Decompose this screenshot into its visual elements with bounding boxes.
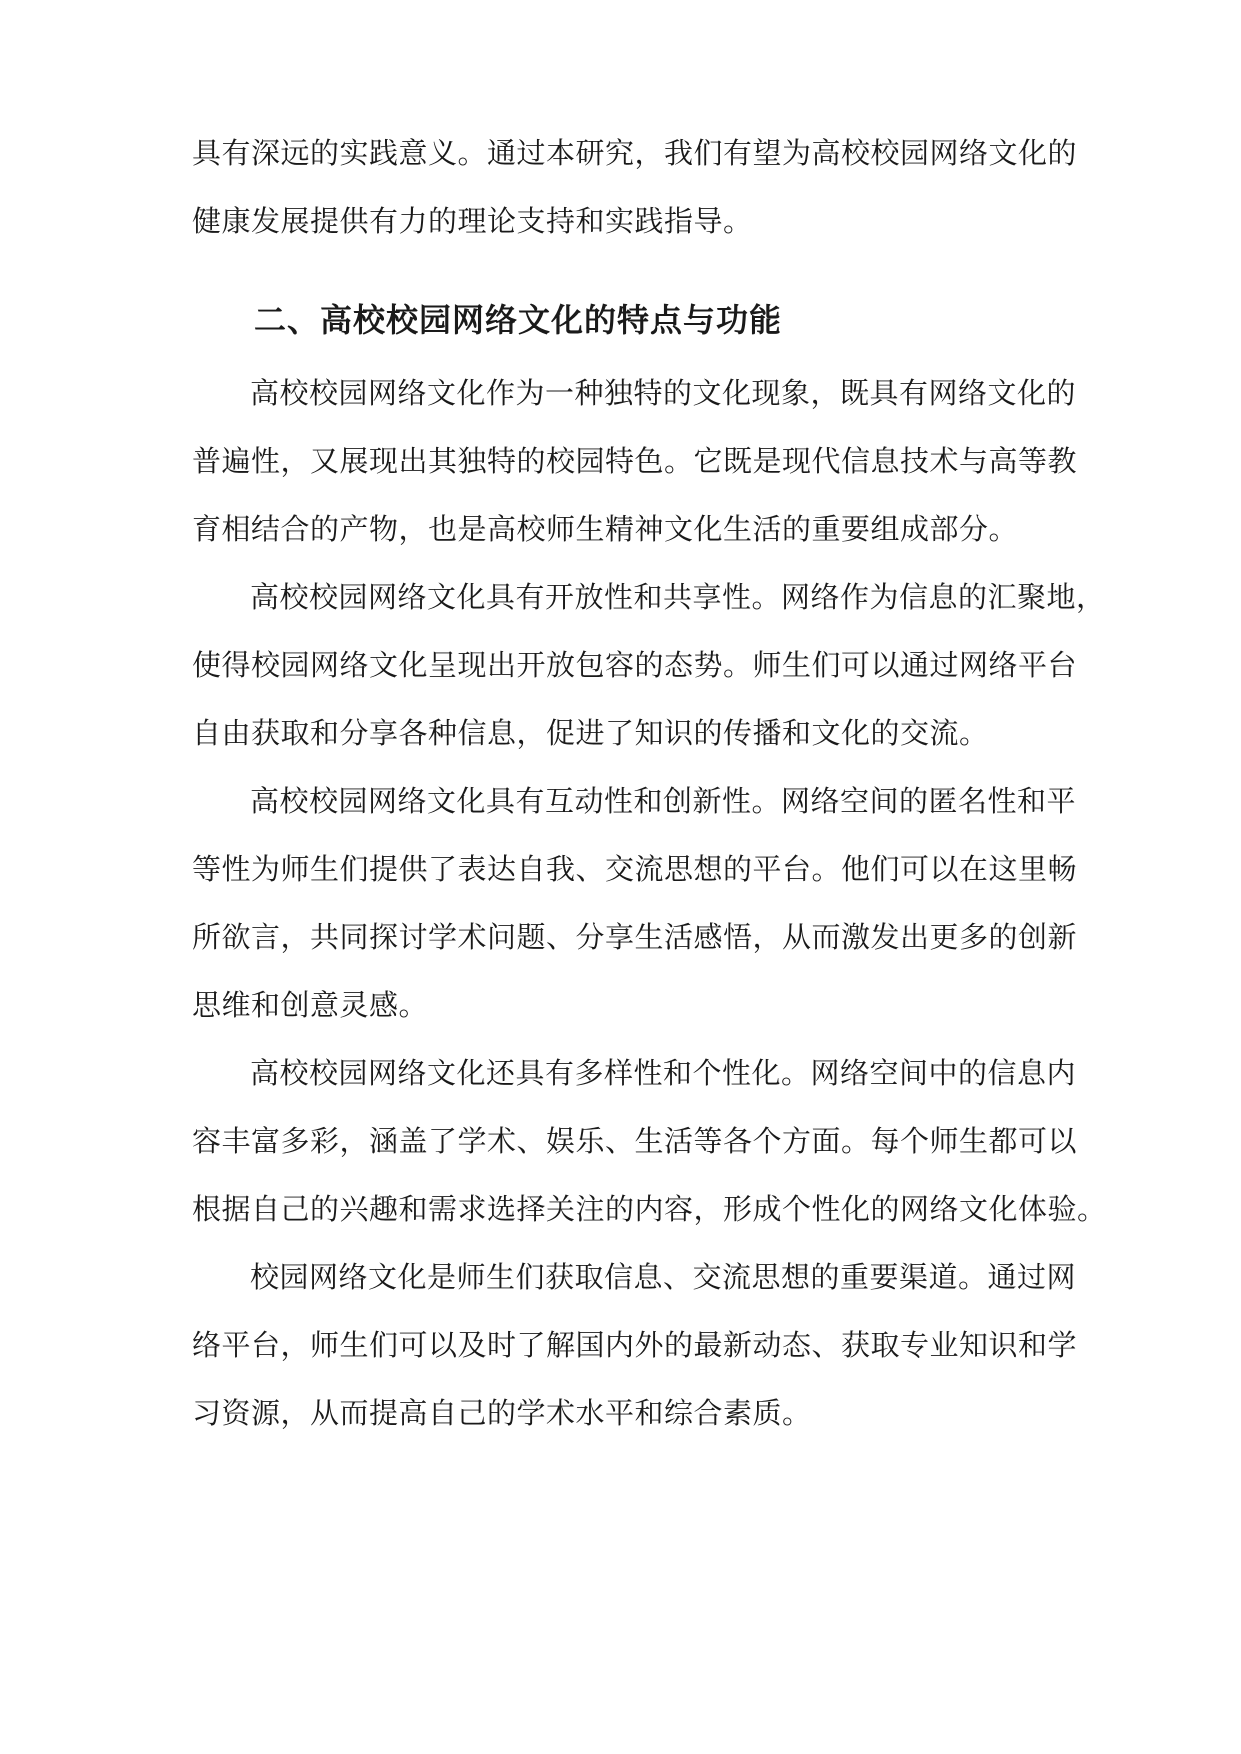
section-heading: 二、高校校园网络文化的特点与功能 (254, 301, 783, 339)
paragraph-line: 思维和创意灵感。 (192, 988, 429, 1022)
paragraph-line: 络平台，师生们可以及时了解国内外的最新动态、获取专业知识和学 (192, 1328, 1078, 1362)
paragraph-line: 高校校园网络文化具有互动性和创新性。网络空间的匿名性和平 (250, 784, 1077, 818)
paragraph-line: 习资源，从而提高自己的学术水平和综合素质。 (192, 1396, 812, 1430)
paragraph-line: 校园网络文化是师生们获取信息、交流思想的重要渠道。通过网 (250, 1260, 1077, 1294)
paragraph-line: 容丰富多彩，涵盖了学术、娱乐、生活等各个方面。每个师生都可以 (192, 1124, 1078, 1158)
paragraph-line: 等性为师生们提供了表达自我、交流思想的平台。他们可以在这里畅 (192, 852, 1078, 886)
paragraph-line: 高校校园网络文化还具有多样性和个性化。网络空间中的信息内 (250, 1056, 1077, 1090)
intro-line: 健康发展提供有力的理论支持和实践指导。 (192, 204, 753, 238)
paragraph-line: 使得校园网络文化呈现出开放包容的态势。师生们可以通过网络平台 (192, 648, 1078, 682)
paragraph-line: 高校校园网络文化具有开放性和共享性。网络作为信息的汇聚地， (250, 580, 1106, 614)
paragraph-line: 育相结合的产物，也是高校师生精神文化生活的重要组成部分。 (192, 512, 1019, 546)
intro-line: 具有深远的实践意义。通过本研究，我们有望为高校校园网络文化的 (192, 136, 1078, 170)
paragraph-line: 所欲言，共同探讨学术问题、分享生活感悟，从而激发出更多的创新 (192, 920, 1078, 954)
paragraph-line: 根据自己的兴趣和需求选择关注的内容，形成个性化的网络文化体验。 (192, 1192, 1107, 1226)
paragraph-line: 自由获取和分享各种信息，促进了知识的传播和文化的交流。 (192, 716, 989, 750)
paragraph-line: 普遍性，又展现出其独特的校园特色。它既是现代信息技术与高等教 (192, 444, 1078, 478)
paragraph-line: 高校校园网络文化作为一种独特的文化现象，既具有网络文化的 (250, 376, 1077, 410)
